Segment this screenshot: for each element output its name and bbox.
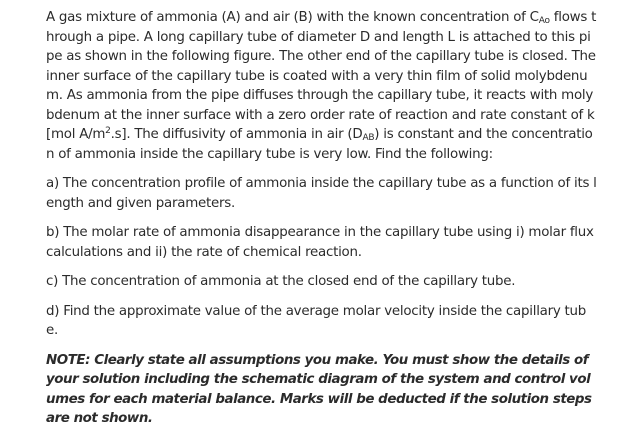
concentration-subscript: Ao (538, 16, 550, 26)
note-paragraph: NOTE: Clearly state all assumptions you make. You must show the details of your solution including the schematic diagram of the system and control volumes for each material balance. Marks will be deducted if the solution steps are not shown. (46, 352, 592, 426)
intro-text-3: .s]. The diffusivity of ammonia in air (D (110, 127, 363, 142)
diffusivity-subscript: AB (362, 133, 375, 143)
question-d: d) Find the approximate value of the average molar velocity inside the capillary tube. (46, 303, 587, 338)
question-b: b) The molar rate of ammonia disappearance in the capillary tube using i) molar flux calculations and ii) the rate of chemical reaction. (46, 225, 594, 260)
problem-document (46, 8, 598, 439)
question-a: a) The concentration profile of ammonia inside the capillary tube as a function of its length and given parameters. (46, 176, 597, 211)
question-c: c) The concentration of ammonia at the closed end of the capillary tube. (46, 274, 516, 289)
intro-text-4: ) is constant and the concentration of ammonia inside the capillary tube is very low. Find the following: (46, 127, 593, 162)
unit-superscript: 2 (105, 126, 111, 136)
intro-text-1: A gas mixture of ammonia (A) and air (B) with the known concentration of C (46, 10, 539, 25)
intro-text-2: flows through a pipe. A long capillary tube of diameter D and length L is attached to this pipe as shown in the following figure. The other end of the capillary tube is closed. The inner surface of the capillary tube is coated with a very thin film of solid molybdenum. As ammonia from the pipe diffuses through the capillary tube, it reacts with molybdenum at the inner surface with a zero order rate of reaction and rate constant of k [mol A/m (46, 10, 597, 142)
problem-intro (46, 8, 598, 164)
